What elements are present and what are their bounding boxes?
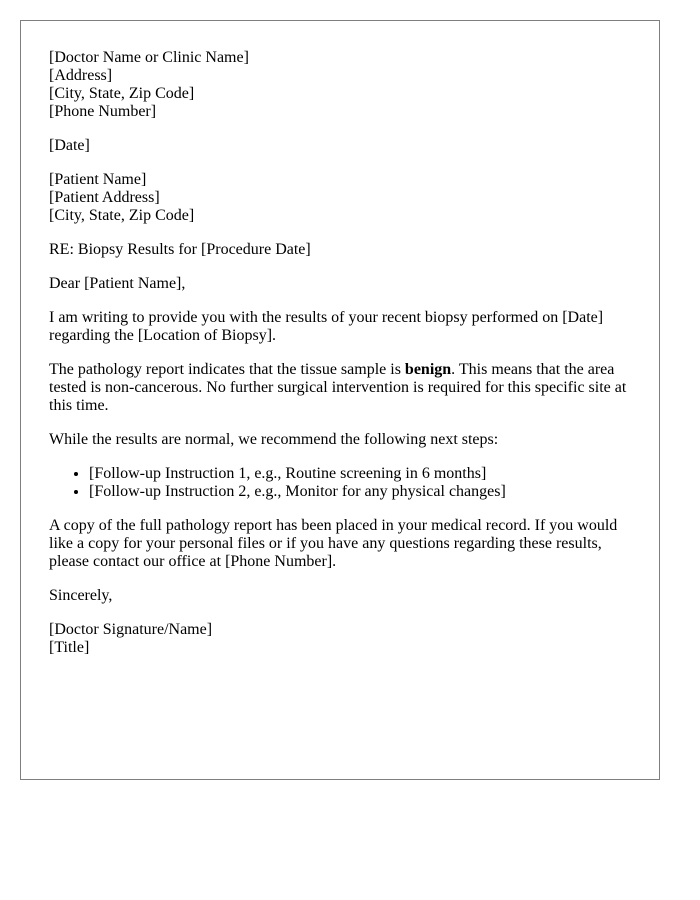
recipient-name: [Patient Name] — [49, 171, 147, 188]
next-steps-intro: While the results are normal, we recommend the following next steps: — [49, 431, 499, 448]
signature-title: [Title] — [49, 639, 90, 656]
closing-paragraph: A copy of the full pathology report has been placed in your medical record. If you would like a copy for your personal files or if you have any questions regarding these results, please contact our office at [Phone Number]. — [49, 517, 618, 570]
pathology-paragraph — [49, 361, 631, 415]
salutation: Dear [Patient Name], — [49, 275, 186, 292]
signature-block — [49, 621, 631, 657]
sender-address: [Address] — [49, 67, 113, 84]
sender-block — [49, 49, 631, 121]
recipient-address: [Patient Address] — [49, 189, 160, 206]
signature-name: [Doctor Signature/Name] — [49, 621, 213, 638]
sender-city-state-zip: [City, State, Zip Code] — [49, 85, 195, 102]
sender-name: [Doctor Name or Clinic Name] — [49, 49, 249, 66]
subject-line: RE: Biopsy Results for [Procedure Date] — [49, 241, 311, 258]
closing: Sincerely, — [49, 587, 113, 604]
letter-page — [20, 20, 660, 780]
instructions-list — [49, 465, 631, 501]
letter-date: [Date] — [49, 137, 90, 154]
sender-phone: [Phone Number] — [49, 103, 157, 120]
pathology-prefix: The pathology report indicates that the tissue sample is — [49, 361, 405, 378]
list-item: • [Follow-up Instruction 2, e.g., Monitor for any physical changes] — [89, 483, 631, 501]
pathology-suffix: . This means that the area tested is non-cancerous. No further surgical intervention is required for this specific site at this time. — [49, 361, 627, 414]
recipient-city-state-zip: [City, State, Zip Code] — [49, 207, 195, 224]
list-item: • [Follow-up Instruction 1, e.g., Routine screening in 6 months] — [89, 465, 631, 483]
intro-paragraph: I am writing to provide you with the results of your recent biopsy performed on [Date] regarding the [Location of Biopsy]. — [49, 309, 604, 344]
recipient-block — [49, 171, 631, 225]
pathology-result: benign — [404, 361, 452, 378]
